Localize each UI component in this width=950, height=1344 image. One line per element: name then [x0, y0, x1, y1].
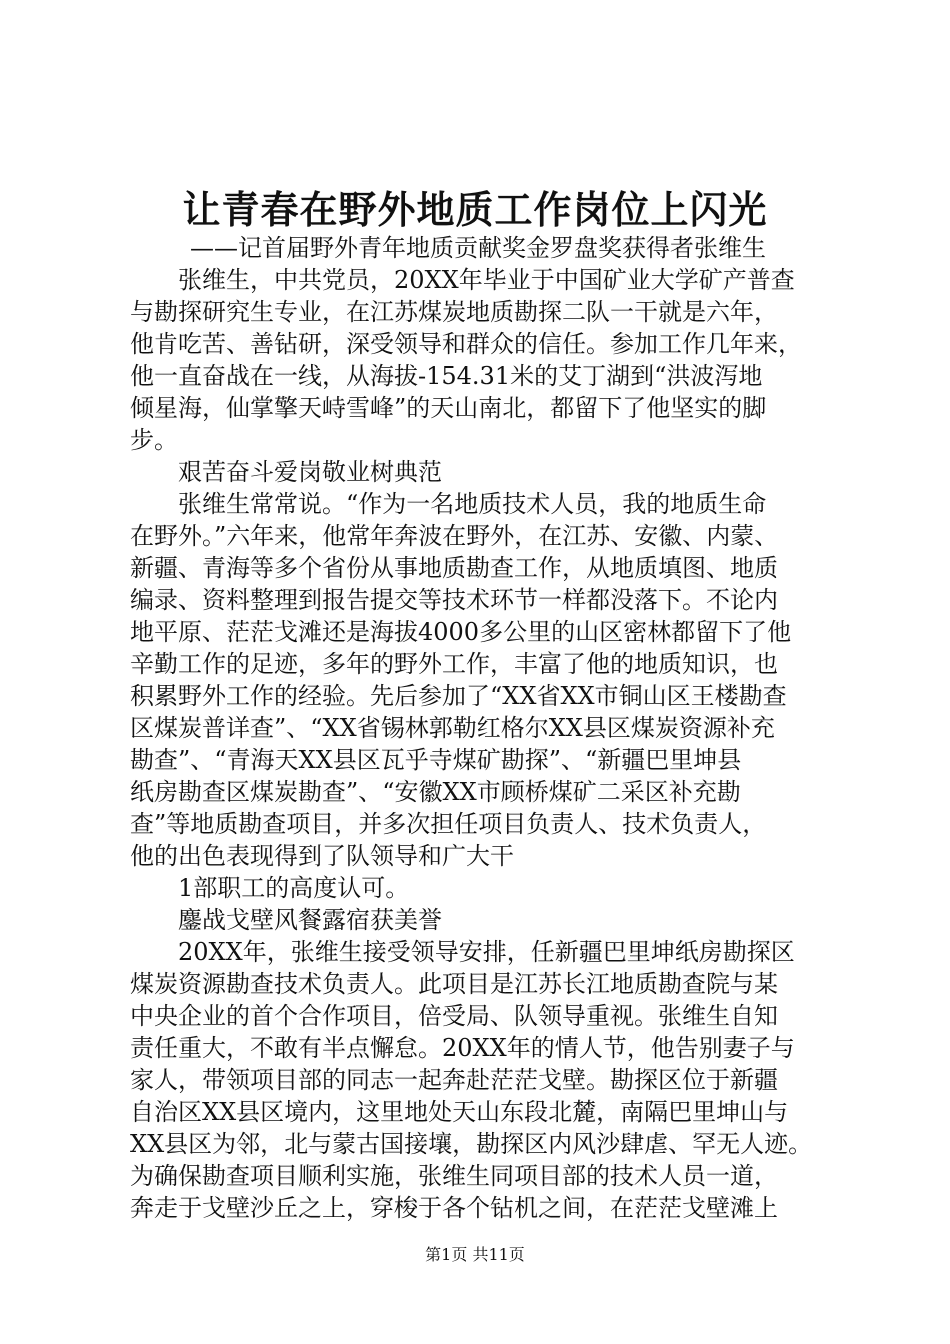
text-line: 为确保勘查项目顺利实施，张维生同项目部的技术人员一道，: [130, 1162, 778, 1190]
text-line: XX县区为邻，北与蒙古国接壤，勘探区内风沙肆虐、罕无人迹。: [130, 1130, 813, 1158]
text-line: 新疆、青海等多个省份从事地质勘查工作，从地质填图、地质: [130, 554, 778, 582]
text-line: 区煤炭普详查”、“XX省锡林郭勒红格尔XX县区煤炭资源补充: [130, 714, 775, 742]
text-line: 与勘探研究生专业，在江苏煤炭地质勘探二队一干就是六年，: [130, 298, 778, 326]
text-line: 积累野外工作的经验。先后参加了“XX省XX市铜山区王楼勘查: [130, 682, 787, 710]
text-line: 辛勤工作的足迹，多年的野外工作，丰富了他的地质知识，也: [130, 650, 778, 678]
page-indicator: 第1页 共11页: [425, 1245, 525, 1264]
text-line: 中央企业的首个合作项目，倍受局、队领导重视。张维生自知: [130, 1002, 778, 1030]
text-line: 他的出色表现得到了队领导和广大干: [130, 842, 514, 870]
text-line: 倾星海，仙掌擎天峙雪峰”的天山南北，都留下了他坚实的脚: [130, 394, 767, 422]
text-line: 在野外。”六年来，他常年奔波在野外，在江苏、安徽、内蒙、: [130, 522, 779, 550]
text-line: 张维生常常说。“作为一名地质技术人员，我的地质生命: [178, 490, 767, 518]
text-line: 20XX年，张维生接受领导安排，任新疆巴里坤纸房勘探区: [178, 938, 795, 966]
text-line: 他一直奋战在一线，从海拔-154.31米的艾丁湖到“洪波泻地: [130, 362, 763, 390]
text-line: 他肯吃苦、善钻研，深受领导和群众的信任。参加工作几年来，: [130, 330, 802, 358]
text-line: 家人，带领项目部的同志一起奔赴茫茫戈壁。勘探区位于新疆: [130, 1066, 778, 1094]
section-heading: 艰苦奋斗爱岗敬业树典范: [178, 458, 442, 486]
text-line: 1部职工的高度认可。: [178, 874, 410, 902]
text-line: 查”等地质勘查项目，并多次担任项目负责人、技术负责人，: [130, 810, 767, 838]
text-line: 张维生，中共党员，20XX年毕业于中国矿业大学矿产普查: [178, 266, 795, 294]
text-line: 煤炭资源勘查技术负责人。此项目是江苏长江地质勘查院与某: [130, 970, 778, 998]
document-subtitle: ——记首届野外青年地质贡献奖金罗盘奖获得者张维生: [190, 234, 766, 262]
text-line: 步。: [130, 426, 178, 454]
text-line: 奔走于戈壁沙丘之上，穿梭于各个钻机之间，在茫茫戈壁滩上: [130, 1194, 778, 1222]
text-line: 自治区XX县区境内，这里地处天山东段北麓，南隔巴里坤山与: [130, 1098, 789, 1126]
text-line: 编录、资料整理到报告提交等技术环节一样都没落下。不论内: [130, 586, 778, 614]
text-line: 责任重大，不敢有半点懈怠。20XX年的情人节，他告别妻子与: [130, 1034, 795, 1062]
document-title: 让青春在野外地质工作岗位上闪光: [182, 187, 768, 232]
text-line: 勘查”、“青海天XX县区瓦乎寺煤矿勘探”、“新疆巴里坤县: [130, 746, 742, 774]
text-line: 纸房勘查区煤炭勘查”、“安徽XX市顾桥煤矿二采区补充勘: [130, 778, 741, 806]
section-heading: 鏖战戈壁风餐露宿获美誉: [178, 906, 442, 934]
text-line: 地平原、茫茫戈滩还是海拔4000多公里的山区密林都留下了他: [130, 618, 792, 646]
